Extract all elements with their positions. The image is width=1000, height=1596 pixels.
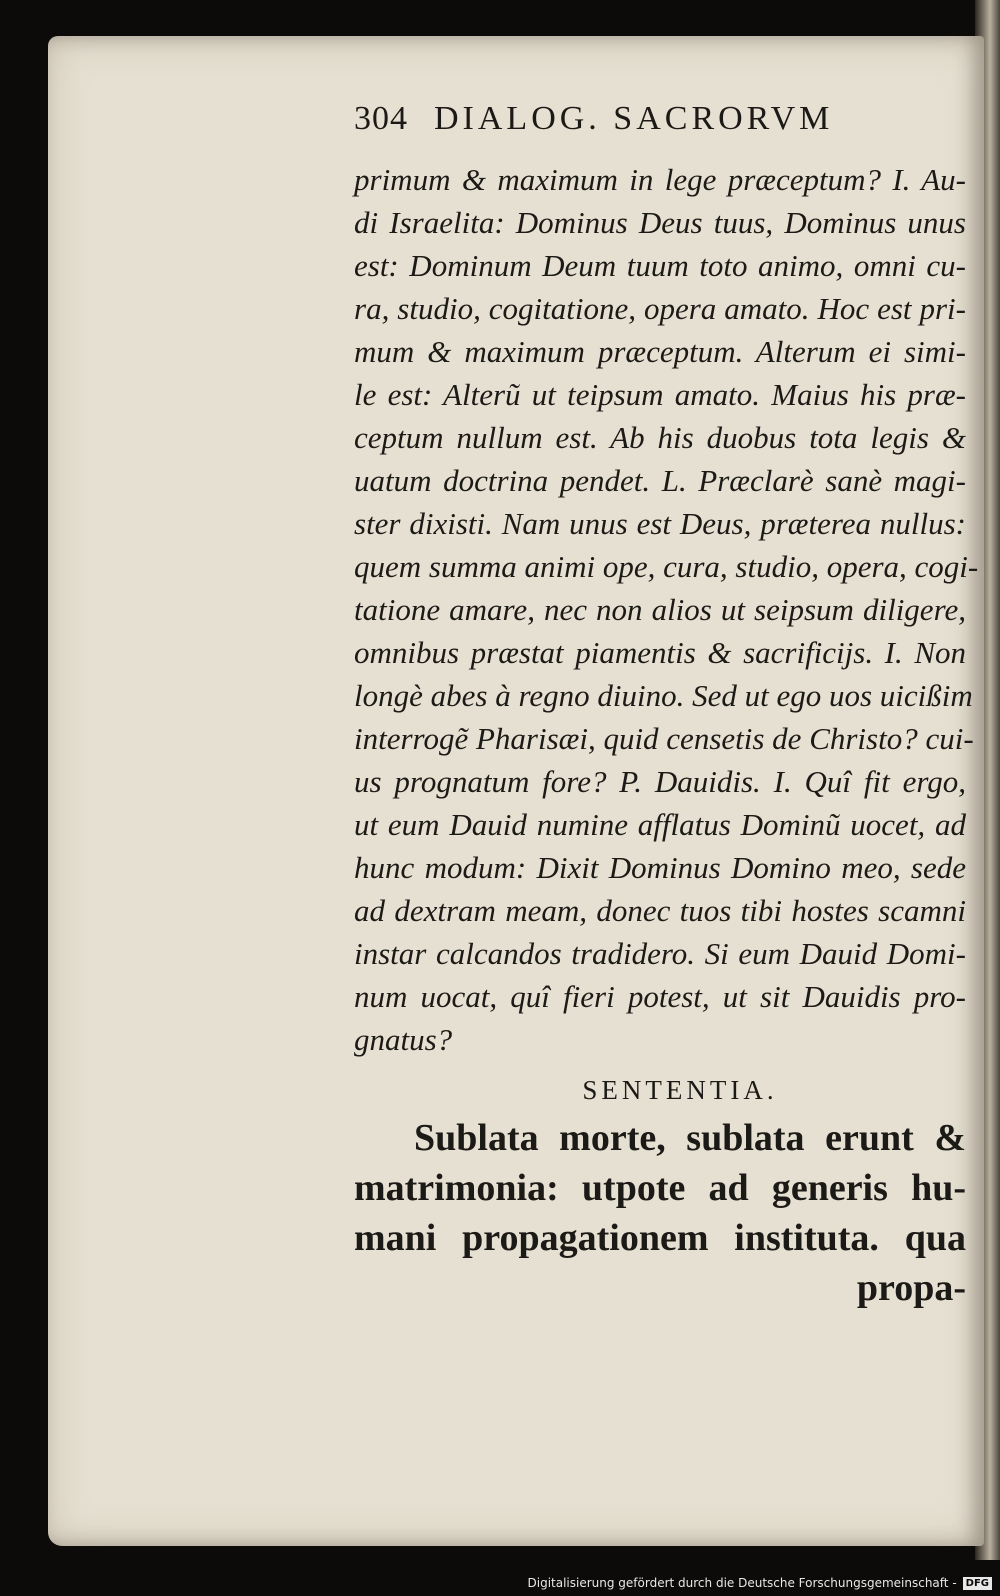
body-line: tatione amare, nec non alios ut seipsum diligere, <box>354 592 966 627</box>
sententia-line: mani propagationem instituta. qua <box>354 1217 966 1259</box>
credit-text: Digitalisierung gefördert durch die Deutsche Forschungsgemeinschaft - <box>527 1576 957 1590</box>
body-line: instar calcandos tradidero. Si eum Dauid Domi- <box>354 936 966 971</box>
text-block <box>354 100 979 1313</box>
body-line: mum & maximum præceptum. Alterum ei simi- <box>354 334 966 369</box>
body-line: primum & maximum in lege præceptum? I. Au- <box>354 162 966 197</box>
body-line: hunc modum: Dixit Dominus Domino meo, sede <box>354 850 966 885</box>
body-line: ut eum Dauid numine afflatus Dominũ uocet, ad <box>354 807 966 842</box>
body-line: num uocat, quî fieri potest, ut sit Dauidis pro- <box>354 979 966 1014</box>
body-line: ceptum nullum est. Ab his duobus tota legis & <box>354 420 966 455</box>
body-line: le est: Alterũ ut teipsum amato. Maius his præ- <box>354 377 966 412</box>
body-line: interrogẽ Pharisæi, quid censetis de Christo? cui- <box>354 721 974 756</box>
sententia-line: Sublata morte, sublata erunt & <box>414 1117 966 1159</box>
body-line: ra, studio, cogitatione, opera amato. Hoc est pri- <box>354 291 966 326</box>
body-line: quem summa animi ope, cura, studio, opera, cogi- <box>354 549 979 584</box>
body-text <box>354 158 979 1061</box>
body-line: uatum doctrina pendet. L. Præclarè sanè magi- <box>354 463 966 498</box>
body-line: ad dextram meam, donec tuos tibi hostes scamni <box>354 893 966 928</box>
running-head <box>354 100 966 158</box>
body-line: est: Dominum Deum tuum toto animo, omni cu- <box>354 248 966 283</box>
digitization-credit <box>528 1576 993 1590</box>
section-heading: SENTENTIA. <box>582 1075 778 1105</box>
page-number: 304 <box>354 100 408 137</box>
body-line: longè abes à regno diuino. Sed ut ego uos uicißim <box>354 678 973 713</box>
book-page <box>48 36 984 1546</box>
sententia-line: matrimonia: utpote ad generis hu- <box>354 1167 966 1209</box>
sententia-line: propa- <box>856 1267 966 1309</box>
body-line: gnatus? <box>354 1022 453 1057</box>
running-head-title: DIALOG. SACRORVM <box>434 100 834 137</box>
body-line: us prognatum fore? P. Dauidis. I. Quî fit ergo, <box>354 764 966 799</box>
body-line: ster dixisti. Nam unus est Deus, præterea nullus: <box>354 506 966 541</box>
body-line: omnibus præstat piamentis & sacrificijs. I. Non <box>354 635 966 670</box>
dfg-logo: DFG <box>963 1577 992 1590</box>
sententia-text <box>354 1113 966 1313</box>
body-line: di Israelita: Dominus Deus tuus, Dominus unus <box>354 205 966 240</box>
